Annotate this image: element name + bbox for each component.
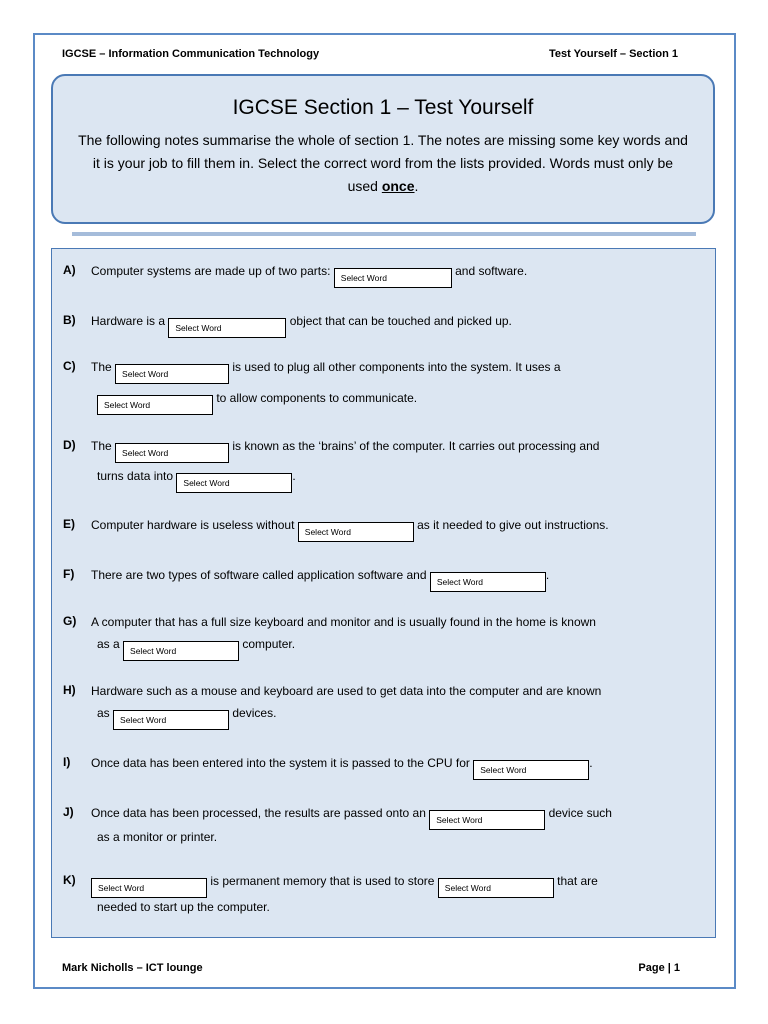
intro-emphasis: once (381, 178, 415, 194)
footer-page-number: Page | 1 (638, 962, 680, 974)
question-text: Hardware such as a mouse and keyboard are used to get data into the computer and are known (91, 684, 602, 698)
question-line (91, 313, 512, 338)
question-text: is known as the ‘brains’ of the computer. It carries out processing and (232, 439, 600, 453)
question-line (97, 829, 217, 845)
question-line (91, 614, 596, 630)
question-letter: H) (63, 683, 76, 697)
word-select-g1[interactable]: Select Word (123, 641, 239, 661)
question-text: as a (97, 637, 120, 651)
question-letter: G) (63, 614, 77, 628)
page-title: IGCSE Section 1 – Test Yourself (232, 96, 534, 119)
word-select-b1[interactable]: Select Word (168, 318, 286, 338)
word-select-d2[interactable]: Select Word (176, 473, 292, 493)
question-text: Computer hardware is useless without (91, 518, 295, 532)
word-select-i1[interactable]: Select Word (473, 760, 589, 780)
question-text: to allow components to communicate. (216, 391, 418, 405)
question-letter: K) (63, 873, 76, 887)
word-select-k1[interactable]: Select Word (91, 878, 207, 898)
question-line (97, 390, 417, 415)
question-text: Once data has been entered into the system it is passed to the CPU for (91, 756, 470, 770)
questions-panel (51, 248, 716, 938)
question-text: and software. (455, 264, 528, 278)
question-line (97, 705, 276, 730)
question-text: The (91, 360, 112, 374)
question-letter: J) (63, 805, 74, 819)
question-text: The (91, 439, 112, 453)
word-select-c2[interactable]: Select Word (97, 395, 213, 415)
intro-end: . (414, 178, 419, 194)
question-line (91, 873, 598, 898)
question-text: turns data into (97, 469, 174, 483)
intro-body: The following notes summarise the whole of section 1. The notes are missing some key words and it is your job to fill them in. Select the correct word from the lists provided. Words must only be used (78, 132, 688, 194)
question-text: . (292, 469, 296, 483)
word-select-j1[interactable]: Select Word (429, 810, 545, 830)
header-course-title: IGCSE – Information Communication Technology (62, 48, 320, 60)
word-select-d1[interactable]: Select Word (115, 443, 229, 463)
question-line (91, 805, 612, 830)
question-letter: I) (63, 755, 71, 769)
question-text: that are (557, 874, 598, 888)
question-text: . (545, 568, 550, 582)
question-text: Hardware is a (91, 314, 166, 328)
question-text: Once data has been processed, the results are passed onto an (91, 806, 426, 820)
question-text: A computer that has a full size keyboard and monitor and is usually found in the home is known (91, 615, 596, 629)
word-select-k2[interactable]: Select Word (438, 878, 554, 898)
question-text: as (97, 706, 110, 720)
divider (72, 232, 696, 236)
question-letter: B) (63, 313, 76, 327)
question-text: devices. (232, 706, 277, 720)
question-text: is used to plug all other components into the system. It uses a (232, 360, 561, 374)
question-text: There are two types of software called application software and (91, 568, 427, 582)
question-text: device such (548, 806, 612, 820)
question-line (91, 683, 601, 699)
question-text: object that can be touched and picked up. (289, 314, 512, 328)
word-select-c1[interactable]: Select Word (115, 364, 229, 384)
question-line (91, 517, 609, 542)
question-text: needed to start up the computer. (97, 900, 270, 914)
question-letter: F) (63, 567, 75, 581)
question-line (91, 438, 599, 463)
question-text: . (589, 756, 593, 770)
header-section-label: Test Yourself – Section 1 (549, 48, 678, 60)
question-text: as a monitor or printer. (97, 830, 218, 844)
intro-text (77, 129, 689, 198)
question-line (97, 899, 270, 915)
footer-author: Mark Nicholls – ICT lounge (62, 962, 203, 974)
title-panel (51, 74, 715, 224)
word-select-h1[interactable]: Select Word (113, 710, 229, 730)
question-letter: E) (63, 517, 75, 531)
question-line (91, 567, 549, 592)
word-select-f1[interactable]: Select Word (430, 572, 546, 592)
question-letter: A) (63, 263, 76, 277)
word-select-e1[interactable]: Select Word (298, 522, 414, 542)
question-line (91, 755, 593, 780)
question-line (91, 359, 561, 384)
question-line (91, 263, 527, 288)
question-text: as it needed to give out instructions. (417, 518, 609, 532)
question-letter: C) (63, 359, 76, 373)
question-text: is permanent memory that is used to store (210, 874, 435, 888)
question-line (97, 636, 295, 661)
question-line (97, 468, 296, 493)
question-text: Computer systems are made up of two parts: (91, 264, 331, 278)
question-letter: D) (63, 438, 76, 452)
word-select-a1[interactable]: Select Word (334, 268, 452, 288)
question-text: computer. (242, 637, 296, 651)
